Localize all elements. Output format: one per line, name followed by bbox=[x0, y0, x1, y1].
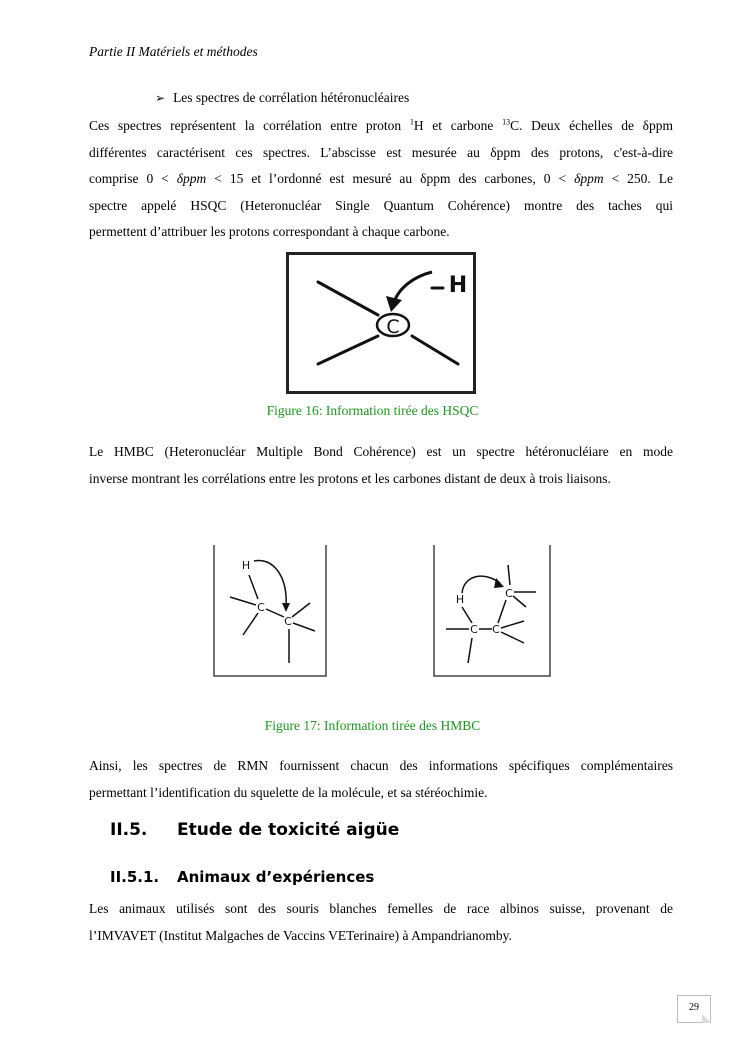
hsqc-figure bbox=[286, 252, 476, 394]
paragraph-hmbc bbox=[89, 439, 673, 492]
paragraph-line: l’IMVAVET (Institut Malgaches de Vaccins VETerinaire) à Ampandrianomby. bbox=[89, 927, 512, 943]
carbon-label: C bbox=[470, 623, 478, 636]
bullet-heading bbox=[155, 90, 409, 106]
paragraph-line: permettant l’identification du squelette de la molécule, et sa stéréochimie. bbox=[89, 784, 488, 800]
hydrogen-label: H bbox=[455, 593, 465, 606]
paragraph-correlation bbox=[89, 113, 673, 246]
paragraph-animals bbox=[89, 896, 673, 949]
section-number: II.5. bbox=[110, 820, 148, 840]
carbon-label: C bbox=[386, 316, 400, 338]
carbon-label: C bbox=[284, 615, 292, 628]
page-header: Partie II Matériels et méthodes bbox=[89, 44, 258, 59]
paragraph-line: spectre appelé HSQC (Heteronucléar Single Quantum Cohérence) montre des taches qui bbox=[89, 197, 673, 213]
paragraph-line: différentes caractérisent ces spectres. L’abscisse est mesurée au δppm des protons, c'est-à-dire bbox=[89, 144, 673, 160]
arrow-bullet-icon: ➢ bbox=[155, 91, 166, 105]
paragraph-line: Ces spectres représentent la corrélation entre proton $^1$H et carbone $^{13}$C. Deux échelles de δppm bbox=[89, 117, 674, 133]
subsection-number: II.5.1. bbox=[110, 868, 160, 886]
hydrogen-label: H bbox=[241, 559, 251, 572]
paragraph-line: Les animaux utilisés sont des souris blanches femelles de race albinos suisse, provenant de bbox=[89, 901, 673, 916]
bullet-text: Les spectres de corrélation hétéronucléaires bbox=[173, 90, 410, 105]
page-number: 29 bbox=[677, 995, 711, 1023]
paragraph-line: comprise 0 < δppm < 15 et l’ordonné est mesuré au δppm des carbones, 0 < δppm < 250. Le bbox=[89, 171, 673, 186]
carbon-label: C bbox=[505, 587, 513, 600]
paragraph-summary bbox=[89, 753, 673, 806]
hydrogen-label: H bbox=[448, 273, 468, 298]
figure-16-caption: Figure 16: Information tirée des HSQC bbox=[266, 403, 479, 418]
paragraph-line: Le HMBC (Heteronucléar Multiple Bond Cohérence) est un spectre hétéronucléiare en mode bbox=[89, 444, 673, 459]
paragraph-line: inverse montrant les corrélations entre les protons et les carbones distant de deux à trois liaisons. bbox=[89, 470, 611, 486]
section-heading bbox=[110, 820, 399, 840]
paragraph-line: Ainsi, les spectres de RMN fournissent chacun des informations spécifiques complémentaires bbox=[89, 758, 673, 773]
section-title: Etude de toxicité aigüe bbox=[177, 820, 400, 840]
paragraph-line: permettent d’attribuer les protons correspondant à chaque carbone. bbox=[89, 224, 450, 239]
hmbc-figure-right bbox=[432, 545, 552, 678]
hmbc-figure-left bbox=[212, 545, 328, 678]
subsection-title: Animaux d’expériences bbox=[177, 868, 375, 886]
subsection-heading bbox=[110, 868, 374, 886]
figure-17-caption: Figure 17: Information tirée des HMBC bbox=[264, 718, 481, 733]
carbon-label: C bbox=[492, 623, 500, 636]
carbon-label: C bbox=[257, 601, 265, 614]
